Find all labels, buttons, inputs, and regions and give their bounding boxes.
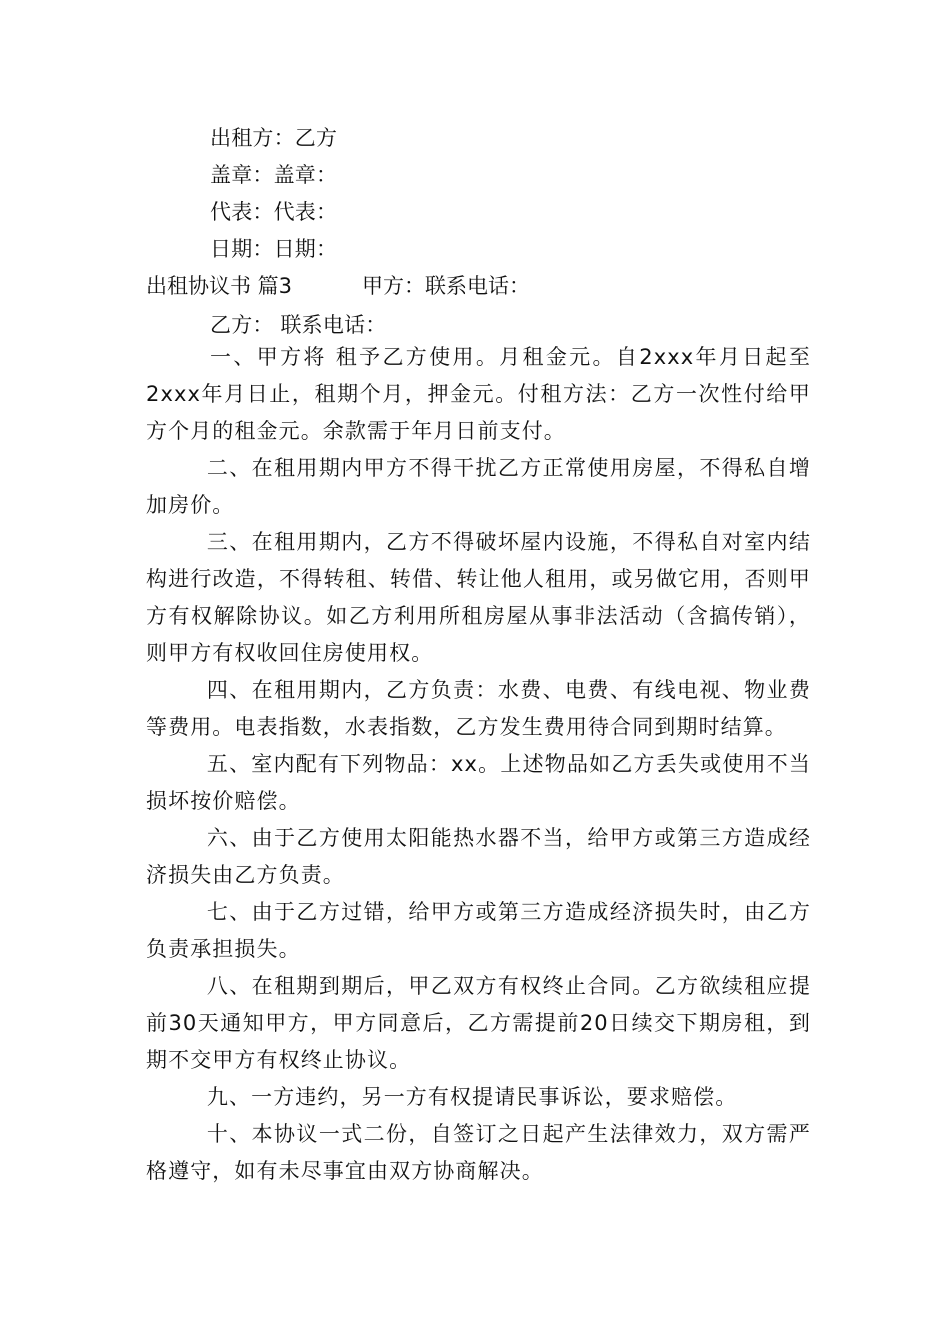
- clause-2: 二、在租用期内甲方不得干扰乙方正常使用房屋，不得私自增加房价。: [146, 456, 811, 517]
- party-a-contact: 甲方：联系电话：: [362, 274, 531, 298]
- date-line: 日期：日期：: [210, 237, 338, 261]
- clause-3: 三、在租用期内，乙方不得破坏屋内设施，不得私自对室内结构进行改造，不得转租、转借、转让他人租用，或另做它用，否则甲方有权解除协议。如乙方利用所租房屋从事非法活动（含搞传销），则甲方有权收回住房使用权。: [146, 530, 811, 665]
- agreement-title: 出租协议书 篇3: [146, 274, 293, 298]
- agreement-heading: [146, 272, 530, 300]
- clause-5: 五、室内配有下列物品：xx。上述物品如乙方丢失或使用不当损坏按价赔偿。: [146, 752, 811, 813]
- lessor-line: 出租方：乙方: [210, 126, 338, 150]
- clause-4: 四、在租用期内，乙方负责：水费、电费、有线电视、物业费等费用。电表指数，水表指数，乙方发生费用待合同到期时结算。: [146, 678, 811, 739]
- representative-line: 代表：代表：: [210, 200, 338, 224]
- party-b-contact: 乙方： 联系电话：: [210, 313, 387, 337]
- clause-7: 七、由于乙方过错，给甲方或第三方造成经济损失时，由乙方负责承担损失。: [146, 900, 811, 961]
- clause-9: 九、一方违约，另一方有权提请民事诉讼，要求赔偿。: [206, 1085, 738, 1109]
- clause-6: 六、由于乙方使用太阳能热水器不当，给甲方或第三方造成经济损失由乙方负责。: [146, 826, 811, 887]
- clause-10: 十、本协议一式二份，自签订之日起产生法律效力，双方需严格遵守，如有未尽事宜由双方协商解决。: [146, 1122, 811, 1183]
- clause-8: 八、在租期到期后，甲乙双方有权终止合同。乙方欲续租应提前30天通知甲方，甲方同意后，乙方需提前20日续交下期房租，到期不交甲方有权终止协议。: [146, 974, 811, 1072]
- seal-line: 盖章：盖章：: [210, 163, 338, 187]
- clause-1: 一、甲方将 租予乙方使用。月租金元。自2xxx年月日起至2xxx年月日止，租期个月，押金元。付租方法：乙方一次性付给甲方个月的租金元。余款需于年月日前支付。: [146, 345, 811, 443]
